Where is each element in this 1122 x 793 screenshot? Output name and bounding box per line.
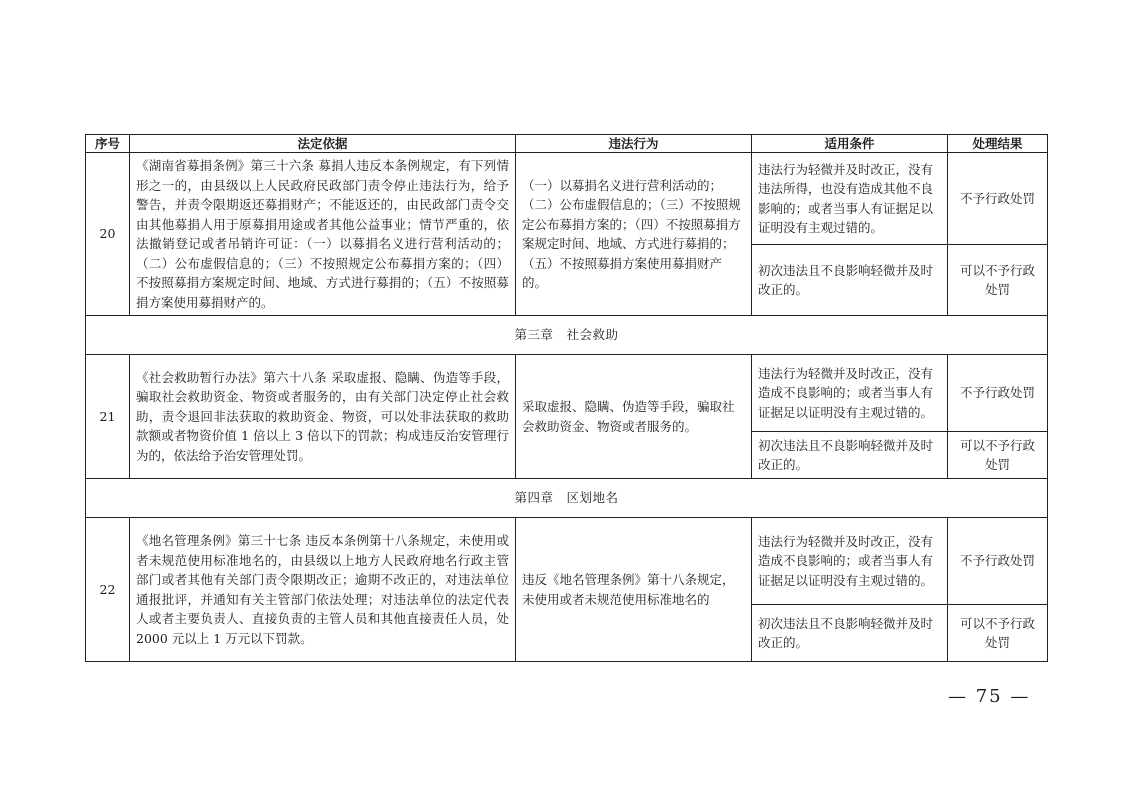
row-condition: 违法行为轻微并及时改正，没有违法所得，也没有造成其他不良影响的；或者当事人有证据足以证明没有主观过错的。 [752,153,948,245]
row-seq: 22 [86,518,130,662]
header-seq: 序号 [86,135,130,153]
row-condition: 初次违法且不良影响轻微并及时改正的。 [752,432,948,479]
table-row [86,518,1048,605]
penalty-table [85,134,1048,662]
row-condition: 初次违法且不良影响轻微并及时改正的。 [752,245,948,316]
row-act: 违反《地名管理条例》第十八条规定，未使用或者未规范使用标准地名的 [516,518,752,662]
row-basis: 《地名管理条例》第三十七条 违反本条例第十八条规定，未使用或者未规范使用标准地名的，由县级以上地方人民政府地名行政主管部门或者其他有关部门责令限期改正；逾期不改正的，对违法单位通报批评，并通知有关主管部门依法处理；对违法单位的法定代表人或者主要负责人、直接负责的主管人员和其他直接责任人员，处 2000 元以上 1 万元以下罚款。 [130,518,516,662]
table-row [86,153,1048,245]
chapter-title: 第三章 社会救助 [86,316,1048,355]
row-result: 可以不予行政处罚 [948,432,1048,479]
row-condition: 违法行为轻微并及时改正，没有造成不良影响的；或者当事人有证据足以证明没有主观过错的。 [752,355,948,432]
header-condition: 适用条件 [752,135,948,153]
chapter-title: 第四章 区划地名 [86,479,1048,518]
row-basis: 《社会救助暂行办法》第六十八条 采取虚报、隐瞒、伪造等手段，骗取社会救助资金、物资或者服务的，由有关部门决定停止社会救助，责令退回非法获取的救助资金、物资，可以处非法获取的救助款额或者物资价值 1 倍以上 3 倍以下的罚款；构成违反治安管理行为的，依法给予治安管理处罚。 [130,355,516,479]
header-basis: 法定依据 [130,135,516,153]
row-basis: 《湖南省募捐条例》第三十六条 募捐人违反本条例规定，有下列情形之一的，由县级以上人民政府民政部门责令停止违法行为，给予警告，并责令限期返还募捐财产；不能返还的，由民政部门责令交由其他募捐人用于原募捐用途或者其他公益事业；情节严重的，依法撤销登记或者吊销许可证：（一）以募捐名义进行营利活动的；（二）公布虚假信息的；（三）不按照规定公布募捐方案的；（四）不按照募捐方案规定时间、地域、方式进行募捐的；（五）不按照募捐方案使用募捐财产的。 [130,153,516,316]
chapter-row [86,316,1048,355]
row-result: 不予行政处罚 [948,518,1048,605]
row-seq: 20 [86,153,130,316]
row-result: 不予行政处罚 [948,355,1048,432]
page-number: — 75 — [948,686,1031,707]
row-act: （一）以募捐名义进行营利活动的；（二）公布虚假信息的；（三）不按照规定公布募捐方案的；（四）不按照募捐方案规定时间、地域、方式进行募捐的；（五）不按照募捐方案使用募捐财产的。 [516,153,752,316]
chapter-row [86,479,1048,518]
table-row [86,355,1048,432]
row-condition: 违法行为轻微并及时改正，没有造成不良影响的；或者当事人有证据足以证明没有主观过错的。 [752,518,948,605]
row-condition: 初次违法且不良影响轻微并及时改正的。 [752,605,948,662]
row-result: 可以不予行政处罚 [948,245,1048,316]
header-result: 处理结果 [948,135,1048,153]
table-header-row [86,135,1048,153]
header-act: 违法行为 [516,135,752,153]
row-result: 不予行政处罚 [948,153,1048,245]
row-seq: 21 [86,355,130,479]
row-result: 可以不予行政处罚 [948,605,1048,662]
row-act: 采取虚报、隐瞒、伪造等手段，骗取社会救助资金、物资或者服务的。 [516,355,752,479]
